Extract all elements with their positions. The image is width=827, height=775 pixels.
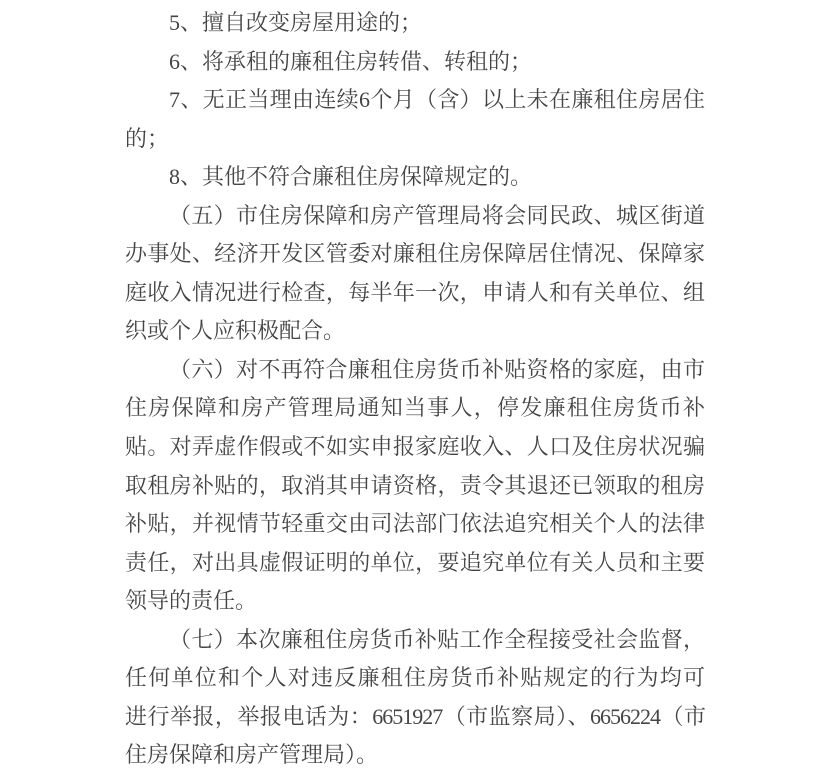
text-line: 办事处、经济开发区管委对廉租住房保障居住情况、保障家 (125, 241, 705, 267)
text-line: 取租房补贴的，取消其申请资格，责令其退还已领取的租房 (125, 472, 705, 498)
text-line: 补贴，并视情节轻重交由司法部门依法追究相关个人的法律 (125, 511, 705, 537)
text-line: （六）对不再符合廉租住房货币补贴资格的家庭，由市 (169, 356, 705, 382)
text-line: 任何单位和个人对违反廉租住房货币补贴规定的行为均可 (125, 665, 705, 691)
text-line: 领导的责任。 (125, 588, 258, 614)
text-line: 庭收入情况进行检查，每半年一次，申请人和有关单位、组 (125, 279, 705, 305)
document-text-block (125, 4, 705, 775)
text-line: 8、其他不符合廉租住房保障规定的。 (169, 164, 533, 190)
text-line: 贴。对弄虚作假或不如实申报家庭收入、人口及住房状况骗 (125, 434, 705, 460)
text-line: （五）市住房保障和房产管理局将会同民政、城区街道 (169, 202, 705, 228)
text-line: 住房保障和房产管理局通知当事人，停发廉租住房货币补 (125, 395, 705, 421)
text-line: 7、无正当理由连续6个月（含）以上未在廉租住房居住 (169, 87, 705, 113)
text-line: 住房保障和房产管理局）。 (125, 742, 379, 768)
text-line: （七）本次廉租住房货币补贴工作全程接受社会监督， (169, 626, 705, 652)
text-line: 进行举报，举报电话为：6651927（市监察局）、6656224（市 (125, 703, 705, 729)
text-line: 6、将承租的廉租住房转借、转租的； (169, 48, 533, 74)
text-line: 的； (125, 125, 170, 151)
text-line: 织或个人应积极配合。 (125, 318, 346, 344)
text-line: 责任，对出具虚假证明的单位，要追究单位有关人员和主要 (125, 549, 705, 575)
text-line: 5、擅自改变房屋用途的； (169, 10, 423, 35)
